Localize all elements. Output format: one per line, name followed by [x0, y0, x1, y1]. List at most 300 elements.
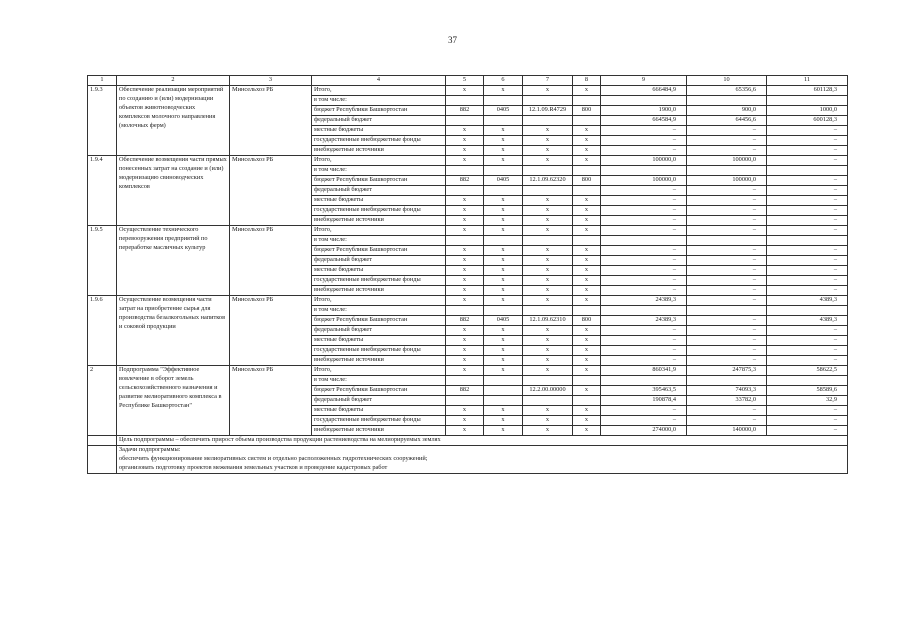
- value-col9: –: [601, 336, 687, 346]
- value-col11: –: [767, 206, 848, 216]
- source-label: местные бюджеты: [312, 266, 446, 276]
- code-vr: х: [573, 386, 601, 396]
- source-label: бюджет Республики Башкортостан: [312, 176, 446, 186]
- code-target: [523, 186, 573, 196]
- value-col10: –: [687, 146, 767, 156]
- header-cell: 4: [312, 76, 446, 86]
- code-target: х: [523, 336, 573, 346]
- code-section: х: [484, 276, 523, 286]
- value-col10: –: [687, 246, 767, 256]
- value-col11: –: [767, 176, 848, 186]
- code-section: [484, 306, 523, 316]
- value-col10: –: [687, 196, 767, 206]
- value-col9: –: [601, 406, 687, 416]
- code-vr: х: [573, 216, 601, 226]
- code-vr: [573, 396, 601, 406]
- item-executor: Минсельхоз РБ: [230, 226, 312, 296]
- source-label: федеральный бюджет: [312, 256, 446, 266]
- code-target: х: [523, 136, 573, 146]
- value-col9: –: [601, 326, 687, 336]
- value-col10: [687, 236, 767, 246]
- value-col10: –: [687, 406, 767, 416]
- value-col11: 4389,3: [767, 296, 848, 306]
- source-label: Итого,: [312, 156, 446, 166]
- code-grbs: [446, 116, 484, 126]
- code-target: 12.1.09.R4729: [523, 106, 573, 116]
- code-vr: х: [573, 196, 601, 206]
- code-section: х: [484, 426, 523, 436]
- source-label: местные бюджеты: [312, 406, 446, 416]
- source-label: в том числе:: [312, 166, 446, 176]
- code-grbs: х: [446, 346, 484, 356]
- item-number: 1.9.5: [88, 226, 117, 296]
- value-col11: –: [767, 216, 848, 226]
- value-col11: 58622,5: [767, 366, 848, 376]
- code-vr: х: [573, 86, 601, 96]
- value-col9: –: [601, 246, 687, 256]
- value-col11: –: [767, 146, 848, 156]
- code-target: [523, 306, 573, 316]
- value-col9: 395463,5: [601, 386, 687, 396]
- item-name: Обеспечение реализации мероприятий по созданию и (или) модернизации объектов животноводческих комплексов молочного направления (молочных ферм): [117, 86, 230, 156]
- code-target: 12.1.09.62310: [523, 316, 573, 326]
- code-grbs: х: [446, 276, 484, 286]
- code-grbs: х: [446, 426, 484, 436]
- value-col9: –: [601, 206, 687, 216]
- code-grbs: х: [446, 266, 484, 276]
- value-col11: –: [767, 186, 848, 196]
- value-col9: 1900,0: [601, 106, 687, 116]
- code-target: х: [523, 326, 573, 336]
- code-target: х: [523, 356, 573, 366]
- code-vr: х: [573, 206, 601, 216]
- value-col11: –: [767, 246, 848, 256]
- code-target: х: [523, 126, 573, 136]
- source-label: государственные внебюджетные фонды: [312, 416, 446, 426]
- code-vr: х: [573, 226, 601, 236]
- value-col9: 860341,9: [601, 366, 687, 376]
- value-col10: –: [687, 226, 767, 236]
- code-target: х: [523, 246, 573, 256]
- code-grbs: х: [446, 336, 484, 346]
- code-grbs: х: [446, 286, 484, 296]
- code-vr: х: [573, 276, 601, 286]
- code-section: х: [484, 416, 523, 426]
- value-col11: –: [767, 336, 848, 346]
- code-vr: х: [573, 346, 601, 356]
- code-target: х: [523, 406, 573, 416]
- value-col10: 140000,0: [687, 426, 767, 436]
- code-target: х: [523, 206, 573, 216]
- value-col9: [601, 306, 687, 316]
- code-vr: 800: [573, 316, 601, 326]
- value-col9: –: [601, 146, 687, 156]
- code-vr: [573, 306, 601, 316]
- source-label: бюджет Республики Башкортостан: [312, 246, 446, 256]
- code-target: х: [523, 86, 573, 96]
- source-label: федеральный бюджет: [312, 326, 446, 336]
- value-col10: 100000,0: [687, 156, 767, 166]
- code-grbs: х: [446, 146, 484, 156]
- code-grbs: [446, 396, 484, 406]
- code-grbs: [446, 376, 484, 386]
- source-label: государственные внебюджетные фонды: [312, 346, 446, 356]
- code-target: х: [523, 296, 573, 306]
- code-section: х: [484, 206, 523, 216]
- value-col11: –: [767, 196, 848, 206]
- code-vr: х: [573, 126, 601, 136]
- value-col9: [601, 376, 687, 386]
- code-target: х: [523, 216, 573, 226]
- code-section: х: [484, 246, 523, 256]
- item-executor: Минсельхоз РБ: [230, 296, 312, 366]
- value-col10: 33782,0: [687, 396, 767, 406]
- value-col10: 65356,6: [687, 86, 767, 96]
- source-label: бюджет Республики Башкортостан: [312, 386, 446, 396]
- code-target: [523, 376, 573, 386]
- value-col9: [601, 96, 687, 106]
- code-target: х: [523, 266, 573, 276]
- value-col9: –: [601, 416, 687, 426]
- header-cell: 5: [446, 76, 484, 86]
- value-col11: –: [767, 276, 848, 286]
- value-col9: –: [601, 196, 687, 206]
- value-col11: –: [767, 406, 848, 416]
- code-section: [484, 186, 523, 196]
- value-col10: –: [687, 326, 767, 336]
- code-section: х: [484, 226, 523, 236]
- header-cell: 11: [767, 76, 848, 86]
- code-target: х: [523, 346, 573, 356]
- code-target: [523, 116, 573, 126]
- code-target: х: [523, 286, 573, 296]
- source-label: местные бюджеты: [312, 196, 446, 206]
- value-col9: 274000,0: [601, 426, 687, 436]
- value-col10: –: [687, 186, 767, 196]
- header-cell: 10: [687, 76, 767, 86]
- tasks-cell: [117, 446, 848, 474]
- value-col10: [687, 376, 767, 386]
- code-target: 12.1.09.62320: [523, 176, 573, 186]
- value-col10: –: [687, 276, 767, 286]
- source-label: федеральный бюджет: [312, 396, 446, 406]
- code-vr: х: [573, 356, 601, 366]
- value-col11: –: [767, 156, 848, 166]
- code-section: х: [484, 86, 523, 96]
- code-grbs: х: [446, 86, 484, 96]
- code-grbs: х: [446, 296, 484, 306]
- code-section: х: [484, 296, 523, 306]
- code-grbs: х: [446, 356, 484, 366]
- item-name: Обеспечение возмещения части прямых понесенных затрат на создание и (или) модернизацию свиноводческих комплексов: [117, 156, 230, 226]
- code-section: х: [484, 216, 523, 226]
- code-section: х: [484, 256, 523, 266]
- header-cell: 8: [573, 76, 601, 86]
- value-col10: –: [687, 286, 767, 296]
- code-target: х: [523, 146, 573, 156]
- table-row: [88, 86, 848, 96]
- code-target: х: [523, 366, 573, 376]
- value-col9: [601, 236, 687, 246]
- task-line: Задачи подпрограммы:: [119, 446, 181, 453]
- value-col9: 664584,9: [601, 116, 687, 126]
- item-executor: Минсельхоз РБ: [230, 86, 312, 156]
- value-col11: 32,9: [767, 396, 848, 406]
- value-col9: 24389,3: [601, 296, 687, 306]
- code-section: х: [484, 346, 523, 356]
- code-section: [484, 386, 523, 396]
- value-col11: –: [767, 226, 848, 236]
- item-number: 2: [88, 366, 117, 436]
- value-col10: –: [687, 356, 767, 366]
- value-col11: [767, 96, 848, 106]
- source-label: внебюджетные источники: [312, 356, 446, 366]
- source-label: местные бюджеты: [312, 336, 446, 346]
- code-target: [523, 166, 573, 176]
- value-col10: –: [687, 136, 767, 146]
- code-grbs: 882: [446, 106, 484, 116]
- code-target: х: [523, 196, 573, 206]
- value-col10: 74093,3: [687, 386, 767, 396]
- source-label: внебюджетные источники: [312, 146, 446, 156]
- code-vr: [573, 166, 601, 176]
- value-col11: –: [767, 326, 848, 336]
- value-col9: –: [601, 226, 687, 236]
- header-cell: 6: [484, 76, 523, 86]
- code-grbs: [446, 166, 484, 176]
- table-row: [88, 226, 848, 236]
- code-section: [484, 376, 523, 386]
- code-section: х: [484, 146, 523, 156]
- header-cell: 3: [230, 76, 312, 86]
- header-cell: 7: [523, 76, 573, 86]
- page-number: 37: [448, 35, 457, 45]
- code-section: [484, 166, 523, 176]
- code-section: х: [484, 366, 523, 376]
- code-section: 0405: [484, 106, 523, 116]
- value-col11: –: [767, 136, 848, 146]
- code-vr: х: [573, 366, 601, 376]
- source-label: Итого,: [312, 366, 446, 376]
- item-number: 1.9.3: [88, 86, 117, 156]
- value-col10: –: [687, 206, 767, 216]
- value-col10: –: [687, 416, 767, 426]
- item-name: Подпрограмма "Эффективное вовлечение в оборот земель сельскохозяйственного назначения и развитие мелиоративного комплекса в Республике Башкортостан": [117, 366, 230, 436]
- code-section: [484, 116, 523, 126]
- code-target: [523, 96, 573, 106]
- code-target: х: [523, 276, 573, 286]
- code-section: 0405: [484, 176, 523, 186]
- item-executor: Минсельхоз РБ: [230, 366, 312, 436]
- code-vr: [573, 116, 601, 126]
- source-label: государственные внебюджетные фонды: [312, 276, 446, 286]
- source-label: Итого,: [312, 296, 446, 306]
- code-target: х: [523, 256, 573, 266]
- value-col11: 601128,3: [767, 86, 848, 96]
- goal-text: Цель подпрограммы – обеспечить прирост объема производства продукции растениеводства на мелиорируемых землях: [117, 436, 848, 446]
- source-label: государственные внебюджетные фонды: [312, 206, 446, 216]
- source-label: внебюджетные источники: [312, 286, 446, 296]
- source-label: в том числе:: [312, 306, 446, 316]
- code-section: [484, 96, 523, 106]
- value-col9: 190878,4: [601, 396, 687, 406]
- value-col10: –: [687, 266, 767, 276]
- code-grbs: 882: [446, 176, 484, 186]
- value-col10: –: [687, 316, 767, 326]
- code-grbs: х: [446, 326, 484, 336]
- code-target: х: [523, 226, 573, 236]
- code-section: [484, 396, 523, 406]
- code-grbs: х: [446, 366, 484, 376]
- value-col11: –: [767, 346, 848, 356]
- header-row: [88, 76, 848, 86]
- value-col9: –: [601, 256, 687, 266]
- code-target: [523, 236, 573, 246]
- code-vr: х: [573, 266, 601, 276]
- value-col9: 100000,0: [601, 156, 687, 166]
- code-grbs: [446, 306, 484, 316]
- code-grbs: х: [446, 416, 484, 426]
- code-grbs: [446, 96, 484, 106]
- code-vr: х: [573, 326, 601, 336]
- goal-spacer: [88, 436, 117, 446]
- source-label: Итого,: [312, 226, 446, 236]
- code-grbs: х: [446, 256, 484, 266]
- code-vr: х: [573, 156, 601, 166]
- task-line: организовать подготовку проектов межевания земельных участков и проведение кадастровых работ: [119, 463, 388, 471]
- value-col11: –: [767, 266, 848, 276]
- table-row: [88, 156, 848, 166]
- code-vr: [573, 186, 601, 196]
- code-section: х: [484, 336, 523, 346]
- source-label: федеральный бюджет: [312, 116, 446, 126]
- code-grbs: х: [446, 196, 484, 206]
- value-col10: –: [687, 216, 767, 226]
- source-label: бюджет Республики Башкортостан: [312, 316, 446, 326]
- code-vr: [573, 96, 601, 106]
- code-grbs: х: [446, 216, 484, 226]
- value-col10: 64456,6: [687, 116, 767, 126]
- code-grbs: [446, 186, 484, 196]
- value-col9: 100000,0: [601, 176, 687, 186]
- code-vr: х: [573, 256, 601, 266]
- code-grbs: [446, 236, 484, 246]
- code-grbs: х: [446, 126, 484, 136]
- code-grbs: 882: [446, 316, 484, 326]
- value-col11: 600128,3: [767, 116, 848, 126]
- value-col11: –: [767, 356, 848, 366]
- item-number: 1.9.4: [88, 156, 117, 226]
- code-target: [523, 396, 573, 406]
- code-vr: 800: [573, 106, 601, 116]
- item-executor: Минсельхоз РБ: [230, 156, 312, 226]
- tasks-row: [88, 446, 848, 474]
- header-cell: 9: [601, 76, 687, 86]
- code-vr: х: [573, 406, 601, 416]
- code-section: х: [484, 196, 523, 206]
- source-label: государственные внебюджетные фонды: [312, 136, 446, 146]
- table-row: [88, 366, 848, 376]
- value-col11: 4389,3: [767, 316, 848, 326]
- code-grbs: х: [446, 246, 484, 256]
- code-vr: х: [573, 286, 601, 296]
- code-vr: х: [573, 426, 601, 436]
- value-col11: [767, 376, 848, 386]
- value-col9: 24389,3: [601, 316, 687, 326]
- value-col11: –: [767, 426, 848, 436]
- value-col10: –: [687, 256, 767, 266]
- value-col10: 100000,0: [687, 176, 767, 186]
- value-col9: [601, 166, 687, 176]
- code-vr: х: [573, 146, 601, 156]
- code-target: 12.2.00.00000: [523, 386, 573, 396]
- value-col11: [767, 166, 848, 176]
- code-vr: [573, 236, 601, 246]
- value-col9: –: [601, 266, 687, 276]
- code-vr: х: [573, 336, 601, 346]
- header-cell: 2: [117, 76, 230, 86]
- code-section: х: [484, 126, 523, 136]
- value-col9: –: [601, 186, 687, 196]
- value-col10: [687, 166, 767, 176]
- code-vr: [573, 376, 601, 386]
- source-label: в том числе:: [312, 96, 446, 106]
- value-col11: –: [767, 416, 848, 426]
- header-cell: 1: [88, 76, 117, 86]
- source-label: бюджет Республики Башкортостан: [312, 106, 446, 116]
- value-col11: –: [767, 256, 848, 266]
- source-label: федеральный бюджет: [312, 186, 446, 196]
- value-col10: 900,0: [687, 106, 767, 116]
- budget-table: [87, 75, 848, 474]
- item-name: Осуществление технического перевооружения предприятий по переработке масличных культур: [117, 226, 230, 296]
- code-target: х: [523, 156, 573, 166]
- source-label: внебюджетные источники: [312, 426, 446, 436]
- source-label: Итого,: [312, 86, 446, 96]
- code-target: х: [523, 426, 573, 436]
- value-col9: –: [601, 356, 687, 366]
- value-col9: –: [601, 276, 687, 286]
- source-label: в том числе:: [312, 236, 446, 246]
- table-row: [88, 296, 848, 306]
- value-col9: –: [601, 136, 687, 146]
- code-vr: х: [573, 246, 601, 256]
- value-col11: [767, 306, 848, 316]
- code-section: х: [484, 326, 523, 336]
- code-section: [484, 236, 523, 246]
- code-section: х: [484, 406, 523, 416]
- code-section: х: [484, 266, 523, 276]
- task-line: обеспечить функционирование мелиоративных систем и отдельно расположенных гидротехнических сооружений;: [119, 454, 428, 462]
- value-col10: –: [687, 296, 767, 306]
- code-section: х: [484, 286, 523, 296]
- source-label: местные бюджеты: [312, 126, 446, 136]
- code-vr: 800: [573, 176, 601, 186]
- value-col9: –: [601, 126, 687, 136]
- code-section: х: [484, 156, 523, 166]
- code-target: х: [523, 416, 573, 426]
- value-col10: [687, 96, 767, 106]
- value-col10: [687, 306, 767, 316]
- value-col10: –: [687, 346, 767, 356]
- value-col11: [767, 236, 848, 246]
- value-col11: 58589,6: [767, 386, 848, 396]
- value-col11: –: [767, 286, 848, 296]
- code-section: х: [484, 136, 523, 146]
- source-label: в том числе:: [312, 376, 446, 386]
- code-grbs: 882: [446, 386, 484, 396]
- item-name: Осуществление возмещения части затрат на приобретение сырья для производства безалкогольных напитков и соковой продукции: [117, 296, 230, 366]
